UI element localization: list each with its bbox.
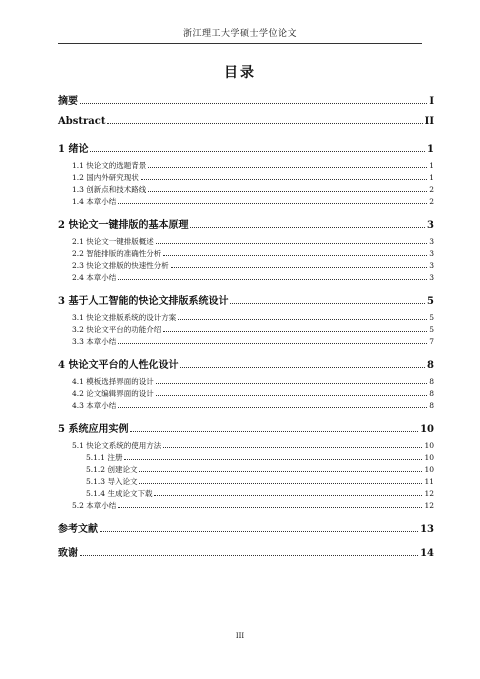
toc-entry-page: 1 — [427, 144, 434, 155]
toc-dot-leader — [156, 395, 427, 396]
toc-entry-label: 1.1 快论文的选题背景 — [72, 161, 147, 170]
toc-entry[interactable] — [58, 140, 434, 155]
toc-entry-page: 8 — [429, 377, 434, 386]
toc-dot-leader — [148, 167, 427, 168]
toc-entry-page: 10 — [420, 424, 434, 435]
toc-dot-leader — [118, 279, 427, 280]
toc-entry-label: 2.4 本章小结 — [72, 273, 117, 282]
toc-entry-label: 5 系统应用实例 — [58, 424, 129, 435]
toc-dot-leader — [80, 555, 418, 556]
toc-entry[interactable] — [58, 160, 434, 171]
toc-entry-page: 1 — [429, 173, 434, 182]
toc-entry[interactable] — [58, 464, 434, 475]
toc-dot-leader — [118, 343, 427, 344]
toc-entry-label: 1 绪论 — [58, 144, 89, 155]
toc-entry-page: 10 — [424, 453, 434, 462]
toc-dot-leader — [124, 459, 422, 460]
toc-dot-leader — [230, 303, 425, 304]
toc-entry-page: 5 — [429, 313, 434, 322]
toc-entry[interactable] — [58, 260, 434, 271]
toc-entry-label: 摘要 — [58, 96, 78, 107]
toc-entry[interactable] — [58, 292, 434, 307]
toc-entry-label: 5.1.3 导入论文 — [86, 477, 138, 486]
toc-entry-page: 7 — [429, 337, 434, 346]
toc-entry[interactable] — [58, 500, 434, 511]
toc-dot-leader — [118, 203, 427, 204]
toc-entry[interactable] — [58, 376, 434, 387]
toc-dot-leader — [190, 227, 425, 228]
toc-entry-page: 14 — [420, 548, 434, 559]
toc-entry-page: 12 — [424, 489, 434, 498]
toc-entry[interactable] — [58, 452, 434, 463]
toc-entry[interactable] — [58, 476, 434, 487]
toc-entry-page: II — [424, 116, 434, 127]
toc-entry-page: 3 — [427, 220, 434, 231]
toc-entry-label: 致谢 — [58, 548, 78, 559]
page-number: III — [235, 632, 245, 640]
toc-entry[interactable] — [58, 336, 434, 347]
toc-dot-leader — [107, 123, 422, 124]
toc-entry-label: 1.2 国内外研究现状 — [72, 173, 139, 182]
toc-entry-page: 3 — [429, 249, 434, 258]
toc-dot-leader — [148, 191, 427, 192]
toc-entry-page: 13 — [420, 524, 434, 535]
toc-entry[interactable] — [58, 172, 434, 183]
toc-entry-page: 3 — [429, 261, 434, 270]
toc-entry-page: 8 — [429, 389, 434, 398]
toc-entry-page: 10 — [424, 441, 434, 450]
toc-entry-label: 3 基于人工智能的快论文排版系统设计 — [58, 296, 229, 307]
toc-entry[interactable] — [58, 116, 434, 127]
toc-entry-page: 11 — [424, 477, 434, 486]
toc-entry-label: 1.4 本章小结 — [72, 197, 117, 206]
toc-entry-label: 5.1.4 生成论文下载 — [86, 489, 153, 498]
toc-entry-label: 2.3 快论文排版的快速性分析 — [72, 261, 169, 270]
toc-dot-leader — [141, 179, 427, 180]
toc-entry-label: 5.1.2 创建论文 — [86, 465, 138, 474]
toc-dot-leader — [139, 471, 422, 472]
toc-entry-page: 12 — [424, 501, 434, 510]
toc-entry-label: 2 快论文一键排版的基本原理 — [58, 220, 189, 231]
toc-dot-leader — [156, 243, 427, 244]
toc-entry-page: 5 — [427, 296, 434, 307]
toc-dot-leader — [180, 367, 425, 368]
toc-dot-leader — [80, 103, 427, 104]
toc-entry-page: I — [429, 96, 434, 107]
toc-entry-label: 2.1 快论文一键排版概述 — [72, 237, 154, 246]
toc-entry-label: 1.3 创新点和技术路线 — [72, 185, 147, 194]
toc-entry-page: 10 — [424, 465, 434, 474]
toc-entry-page: 3 — [429, 237, 434, 246]
toc-entry[interactable] — [58, 216, 434, 231]
toc-entry[interactable] — [58, 236, 434, 247]
toc-entry-page: 3 — [429, 273, 434, 282]
toc-entry[interactable] — [58, 520, 434, 535]
toc-entry-label: 4.2 论文编辑界面的设计 — [72, 389, 154, 398]
toc-dot-leader — [163, 331, 427, 332]
toc-entry[interactable] — [58, 324, 434, 335]
toc-dot-leader — [163, 447, 422, 448]
toc-dot-leader — [163, 255, 427, 256]
toc-dot-leader — [118, 407, 427, 408]
toc-entry-label: 5.1.1 注册 — [86, 453, 123, 462]
toc-entry[interactable] — [58, 488, 434, 499]
toc-entry-page: 2 — [429, 185, 434, 194]
toc-entry-label: 5.1 快论文系统的使用方法 — [72, 441, 162, 450]
toc-entry-label: 4.3 本章小结 — [72, 401, 117, 410]
toc-entry[interactable] — [58, 440, 434, 451]
toc-entry-label: 4.1 模板选择界面的设计 — [72, 377, 154, 386]
toc-entry[interactable] — [58, 248, 434, 259]
toc-entry[interactable] — [58, 92, 434, 107]
toc-dot-leader — [171, 267, 427, 268]
toc-entry-page: 2 — [429, 197, 434, 206]
toc-entry-page: 8 — [427, 360, 434, 371]
toc-dot-leader — [90, 151, 425, 152]
toc-entry-page: 1 — [429, 161, 434, 170]
toc-entry[interactable] — [58, 544, 434, 559]
toc-dot-leader — [156, 383, 427, 384]
toc-dot-leader — [139, 483, 422, 484]
running-header: 浙江理工大学硕士学位论文 — [58, 26, 422, 44]
toc-dot-leader — [130, 431, 418, 432]
toc-entry[interactable] — [58, 388, 434, 399]
toc-entry-label: 2.2 智能排版的准确性分析 — [72, 249, 162, 258]
toc-entry-label: Abstract — [58, 116, 106, 127]
toc-entry[interactable] — [58, 196, 434, 207]
toc-dot-leader — [118, 507, 422, 508]
toc-entry-label: 3.3 本章小结 — [72, 337, 117, 346]
toc-entry-page: 8 — [429, 401, 434, 410]
toc-entry[interactable] — [58, 400, 434, 411]
toc-entry[interactable] — [58, 420, 434, 435]
toc-entry-label: 3.2 快论文平台的功能介绍 — [72, 325, 162, 334]
toc-entry[interactable] — [58, 184, 434, 195]
toc-entry-label: 4 快论文平台的人性化设计 — [58, 360, 179, 371]
toc-entry-label: 参考文献 — [58, 524, 98, 535]
toc-dot-leader — [154, 495, 422, 496]
toc-dot-leader — [100, 531, 418, 532]
toc-entry-label: 5.2 本章小结 — [72, 501, 117, 510]
toc-entry-label: 3.1 快论文排版系统的设计方案 — [72, 313, 177, 322]
toc-entry[interactable] — [58, 356, 434, 371]
toc-entry[interactable] — [58, 272, 434, 283]
toc-title: 目录 — [224, 65, 256, 81]
toc-entry-page: 5 — [429, 325, 434, 334]
toc-dot-leader — [178, 319, 427, 320]
toc-entry[interactable] — [58, 312, 434, 323]
